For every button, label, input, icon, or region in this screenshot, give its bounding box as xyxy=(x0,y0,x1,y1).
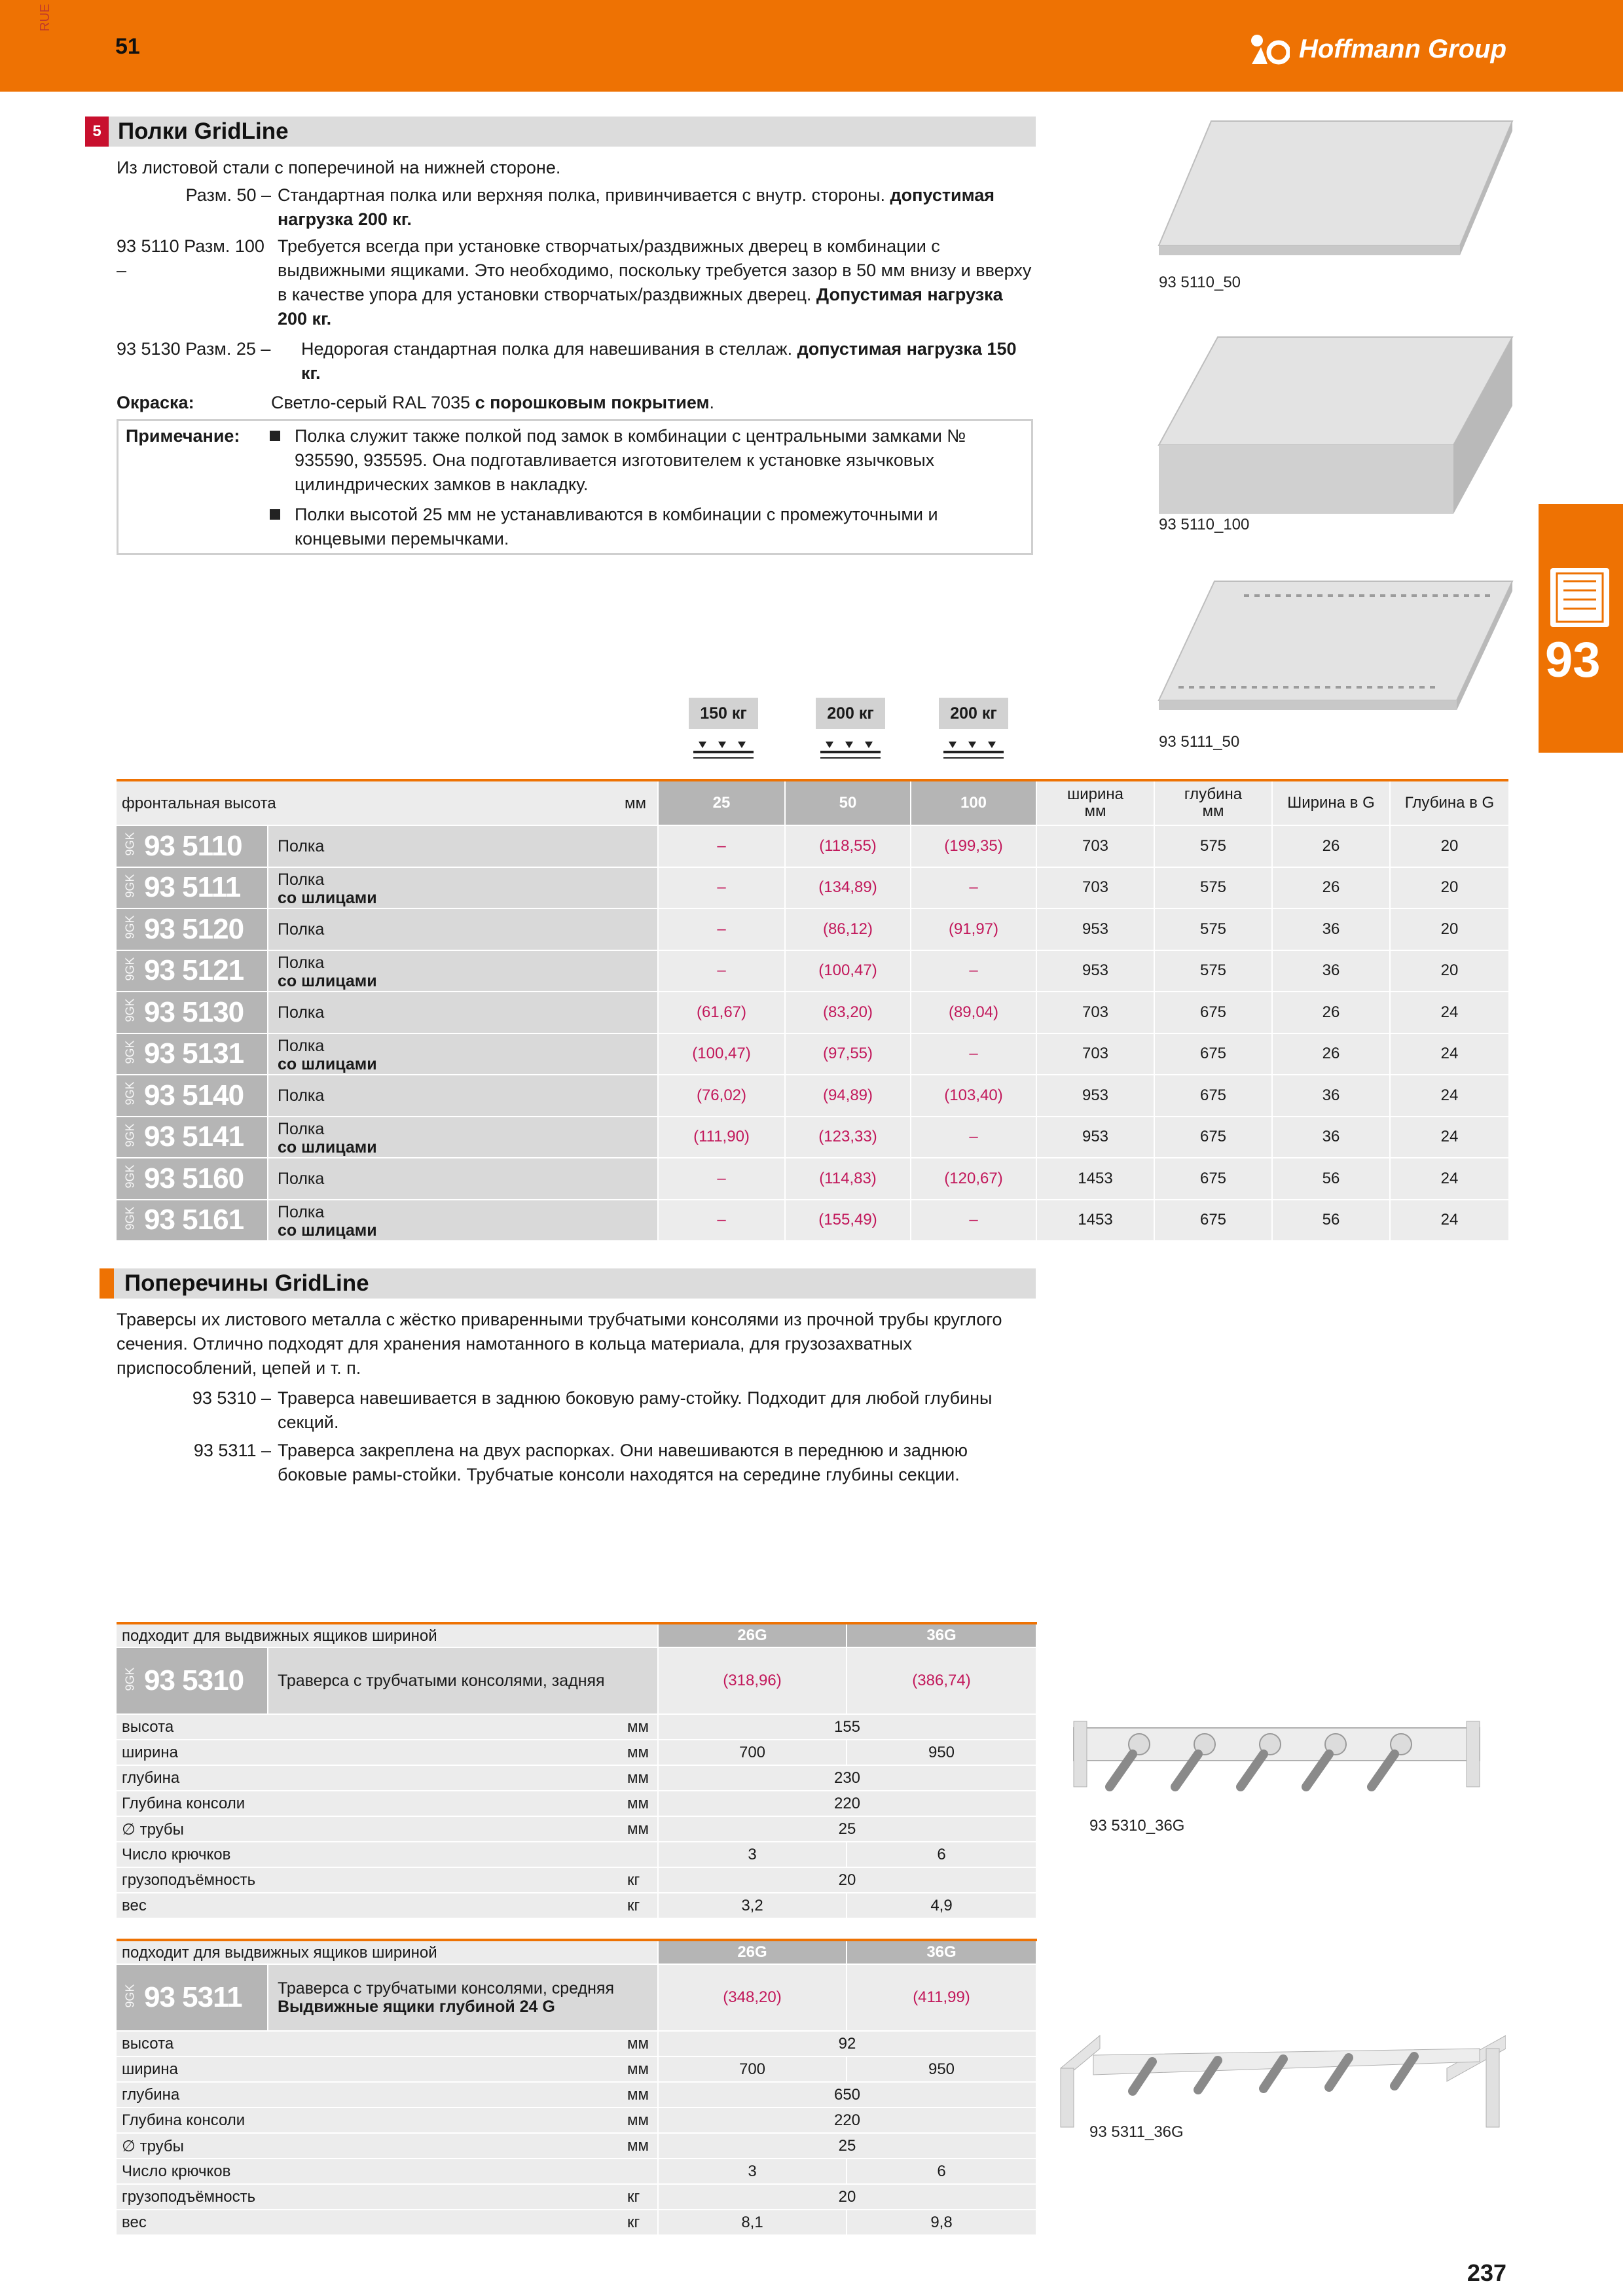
fits-drawer-label: подходит для выдвижных ящиков шириной xyxy=(122,1627,437,1645)
price-cell[interactable]: – xyxy=(911,951,1036,992)
dimension-cell: 675 xyxy=(1155,1075,1271,1116)
item-label: 93 5110 Разм. 100 – xyxy=(117,236,264,280)
row-description xyxy=(278,1037,377,1073)
load-badge xyxy=(689,698,758,770)
item-text: Требуется всегда при установке створчатых/раздвижных дверец в комбинации с выдвижными ящиками. Это необходимо, поскольку требуется зазор в 50 мм внизу и вверху в качестве упора для установки створчатых/раздвижных дверец. xyxy=(278,236,1032,304)
load-icon xyxy=(939,729,1008,770)
spec-value: 3 xyxy=(659,1842,846,1867)
row-description xyxy=(278,1979,654,2016)
spec-label-cell xyxy=(117,2210,657,2234)
spec-value: 6 xyxy=(847,1842,1036,1867)
load-badge xyxy=(939,698,1008,770)
vk-code: 9GK xyxy=(123,832,137,856)
spec-value: 230 xyxy=(659,1766,1036,1790)
paint-label: Окраска: xyxy=(117,393,194,412)
item-label: 93 5311 – xyxy=(193,1441,271,1460)
spec-unit: мм xyxy=(627,2111,649,2129)
spec-label-cell xyxy=(117,2057,657,2081)
description-line: Полка xyxy=(278,1119,325,1138)
description-line: Полка xyxy=(278,870,325,889)
spec-label-cell xyxy=(117,1740,657,1765)
dimension-cell: 24 xyxy=(1391,1075,1508,1116)
vk-code: 9GK xyxy=(123,1983,137,2007)
item-size-25 xyxy=(117,337,1033,386)
desc-cell xyxy=(268,909,657,950)
price-cell[interactable]: (120,67) xyxy=(911,1158,1036,1199)
fits-drawer-label: подходит для выдвижных ящиков шириной xyxy=(122,1944,437,1962)
description-line: Полка xyxy=(278,1086,325,1105)
spec-value: 9,8 xyxy=(847,2210,1036,2234)
vk-code: 9GK xyxy=(123,957,137,981)
image-caption: 93 5110_50 xyxy=(1159,274,1241,291)
col-width: ширина мм xyxy=(1037,781,1154,825)
description-line-bold: со шлицами xyxy=(278,1138,377,1157)
price-cell[interactable]: – xyxy=(659,1158,784,1199)
description-line-bold: со шлицами xyxy=(278,1221,377,1240)
description-line: Полка xyxy=(278,1036,325,1055)
price-cell[interactable]: – xyxy=(659,951,784,992)
description-line: Полка xyxy=(278,1202,325,1221)
spec-value: 3 xyxy=(659,2159,846,2183)
spec-unit: мм xyxy=(627,1769,649,1787)
price-cell[interactable]: – xyxy=(911,1200,1036,1241)
dimension-cell: 1453 xyxy=(1037,1158,1154,1199)
dimension-cell: 703 xyxy=(1037,1034,1154,1075)
traverse-image-rear xyxy=(1054,1715,1506,1820)
row-description xyxy=(278,920,324,939)
price-cell[interactable]: (89,04) xyxy=(911,992,1036,1033)
height-col-50: 50 xyxy=(786,781,910,825)
row-description xyxy=(278,1672,654,1690)
spec-value: 4,9 xyxy=(847,1893,1036,1918)
article-number[interactable] xyxy=(120,1117,244,1158)
article-number[interactable] xyxy=(120,1965,242,2030)
spec-unit: мм xyxy=(627,1820,649,1838)
description-line: Полка xyxy=(278,1003,325,1022)
dimension-cell: 20 xyxy=(1391,826,1508,867)
load-badge-label: 200 кг xyxy=(939,698,1008,729)
spec-name: грузоподъёмность xyxy=(122,2188,256,2206)
description-line: Полка xyxy=(278,1170,325,1188)
spec-value: 700 xyxy=(659,2057,846,2081)
dimension-cell: 56 xyxy=(1273,1158,1389,1199)
description-line-bold: со шлицами xyxy=(278,888,377,907)
image-caption: 93 5111_50 xyxy=(1159,733,1240,751)
price-cell[interactable]: – xyxy=(659,826,784,867)
spec-value: 20 xyxy=(659,2185,1036,2209)
price-cell[interactable]: (123,33) xyxy=(786,1117,910,1158)
price-cell[interactable]: (111,90) xyxy=(659,1117,784,1158)
spec-value: 220 xyxy=(659,2108,1036,2132)
spec-value: 700 xyxy=(659,1740,846,1765)
spec-name: грузоподъёмность xyxy=(122,1871,256,1889)
article-number-text: 93 5130 xyxy=(144,996,244,1028)
row-description xyxy=(278,954,377,990)
item-label: Разм. 50 – xyxy=(185,185,271,205)
shelf-image-50 xyxy=(1152,115,1519,272)
description-line: Полка xyxy=(278,837,325,855)
spec-value: 950 xyxy=(847,2057,1036,2081)
article-number-text: 93 5161 xyxy=(144,1204,244,1236)
item-bold: Допустимая нагрузка 200 кг. xyxy=(278,285,1003,329)
article-number[interactable] xyxy=(120,826,242,867)
article-number[interactable] xyxy=(120,1075,244,1116)
description-line: Траверса с трубчатыми консолями, средняя xyxy=(278,1979,614,1998)
dimension-cell: 703 xyxy=(1037,826,1154,867)
price-cell[interactable]: – xyxy=(659,1200,784,1241)
dimension-cell: 20 xyxy=(1391,909,1508,950)
dimension-cell: 24 xyxy=(1391,1200,1508,1241)
load-badge-label: 150 кг xyxy=(689,698,758,729)
dimension-cell: 24 xyxy=(1391,992,1508,1033)
price-cell[interactable]: (97,55) xyxy=(786,1034,910,1075)
load-badge xyxy=(816,698,885,770)
price-cell[interactable]: (199,35) xyxy=(911,826,1036,867)
dimension-cell: 953 xyxy=(1037,1117,1154,1158)
vk-code: 9GK xyxy=(123,915,137,939)
bullet-icon xyxy=(270,509,280,520)
spec-unit: кг xyxy=(627,1871,640,1889)
spec-value: 8,1 xyxy=(659,2210,846,2234)
spec-value: 20 xyxy=(659,1868,1036,1892)
dimension-cell: 26 xyxy=(1273,826,1389,867)
spec-name: ∅ трубы xyxy=(122,2138,184,2155)
col-width-g: Ширина в G xyxy=(1273,781,1389,825)
dimension-cell: 20 xyxy=(1391,951,1508,992)
dimension-cell: 26 xyxy=(1273,868,1389,908)
spec-value: 6 xyxy=(847,2159,1036,2183)
chapter-tab[interactable] xyxy=(1539,504,1623,753)
description-line-bold: со шлицами xyxy=(278,1054,377,1073)
row-description xyxy=(278,837,324,855)
price-cell[interactable]: (155,49) xyxy=(786,1200,910,1241)
spec-value: 220 xyxy=(659,1791,1036,1816)
image-caption: 93 5310_36G xyxy=(1089,1817,1185,1835)
dimension-cell: 24 xyxy=(1391,1117,1508,1158)
spec-label-cell xyxy=(117,1766,657,1790)
price-cell[interactable]: (91,97) xyxy=(911,909,1036,950)
price-cell[interactable]: (76,02) xyxy=(659,1075,784,1116)
spec-unit: мм xyxy=(627,2035,649,2053)
spec-name: Число крючков xyxy=(122,1846,231,1863)
note-item xyxy=(270,503,1023,551)
section-title: Поперечины GridLine xyxy=(124,1270,369,1296)
spec-unit: кг xyxy=(627,1897,640,1914)
front-height-label: фронтальная высота xyxy=(122,795,276,812)
price-cell[interactable]: – xyxy=(911,868,1036,908)
description-line-bold: Выдвижные ящики глубиной 24 G xyxy=(278,1998,555,2016)
paint-text: Светло-серый RAL 7035 xyxy=(271,393,475,412)
dimension-cell: 26 xyxy=(1273,992,1389,1033)
section2-intro: Траверсы их листового металла с жёстко приваренными трубчатыми консолями из прочной трубы круглого сечения. Отлично подходят для хранения намотанного в кольца материала, для грузозахватных приспособлений, цепей и т. п. xyxy=(117,1310,1002,1378)
price-cell[interactable]: (83,20) xyxy=(786,992,910,1033)
item-text: Траверса закреплена на двух распорках. Они навешиваются в переднюю и заднюю боковые рамы-стойки. Трубчатые консоли находятся на середине глубины секции. xyxy=(278,1441,968,1484)
article-number-text: 93 5140 xyxy=(144,1079,244,1111)
note-label: Примечание: xyxy=(126,426,240,446)
item-text: Стандартная полка или верхняя полка, привинчивается с внутр. стороны. xyxy=(278,185,890,205)
spec-name: ширина xyxy=(122,2060,179,2078)
vk-code: 9GK xyxy=(123,1206,137,1230)
col-36g: 36G xyxy=(847,1624,1036,1647)
dimension-cell: 575 xyxy=(1155,909,1271,950)
dimension-cell: 26 xyxy=(1273,1034,1389,1075)
row-description xyxy=(278,1170,324,1188)
price-cell[interactable]: (411,99) xyxy=(847,1965,1036,2030)
dimension-cell: 675 xyxy=(1155,1200,1271,1241)
col-26g: 26G xyxy=(659,1941,846,1964)
row-description xyxy=(278,1120,377,1157)
article-number[interactable] xyxy=(120,951,244,992)
article-number[interactable] xyxy=(120,1200,244,1241)
spec-value: 3,2 xyxy=(659,1893,846,1918)
col-36g: 36G xyxy=(847,1941,1036,1964)
spec-name: ∅ трубы xyxy=(122,1821,184,1839)
shelf-image-slotted xyxy=(1152,576,1519,740)
article-number-text: 93 5110 xyxy=(144,829,242,862)
rack-icon xyxy=(1550,568,1609,627)
col-depth-g: Глубина в G xyxy=(1391,781,1508,825)
load-icon xyxy=(689,729,758,770)
price-cell[interactable]: – xyxy=(659,868,784,908)
item-label: 93 5310 – xyxy=(192,1388,271,1408)
height-col-100: 100 xyxy=(911,781,1036,825)
article-number[interactable] xyxy=(120,1034,244,1075)
dimension-cell: 56 xyxy=(1273,1200,1389,1241)
load-badge-label: 200 кг xyxy=(816,698,885,729)
dimension-cell: 953 xyxy=(1037,909,1154,950)
spec-name: высота xyxy=(122,1718,174,1736)
item-size-100 xyxy=(117,234,1033,331)
spec-label-cell xyxy=(117,1893,657,1918)
price-cell[interactable]: (318,96) xyxy=(659,1648,846,1713)
spec-value: 92 xyxy=(659,2032,1036,2056)
hoffmann-logo-icon xyxy=(1249,33,1290,65)
dimension-cell: 24 xyxy=(1391,1158,1508,1199)
brand-logo[interactable] xyxy=(1249,33,1506,65)
dimension-cell: 575 xyxy=(1155,868,1271,908)
page-number: 237 xyxy=(1467,2259,1506,2286)
dimension-cell: 1453 xyxy=(1037,1200,1154,1241)
spec-unit: мм xyxy=(627,2086,649,2104)
spec-label-cell xyxy=(117,2134,657,2158)
spec-unit: мм xyxy=(627,1795,649,1812)
article-number-text: 93 5121 xyxy=(144,954,244,987)
top-page-number: 51 xyxy=(115,34,140,59)
dimension-cell: 36 xyxy=(1273,1117,1389,1158)
spec-label-cell xyxy=(117,1715,657,1739)
vk-code: 9GK xyxy=(123,1123,137,1147)
unit-label: мм xyxy=(625,795,646,812)
spec-value: 25 xyxy=(659,1817,1036,1841)
spec-name: вес xyxy=(122,2214,147,2231)
load-icon xyxy=(816,729,885,770)
article-number[interactable] xyxy=(120,868,240,908)
row-description xyxy=(278,870,377,907)
price-cell[interactable]: – xyxy=(911,1034,1036,1075)
section-heading-crossbars xyxy=(100,1268,1036,1299)
spec-name: ширина xyxy=(122,1744,179,1761)
image-caption: 93 5110_100 xyxy=(1159,516,1250,533)
dimension-cell: 36 xyxy=(1273,909,1389,950)
item-text: Траверса навешивается в заднюю боковую раму-стойку. Подходит для любой глубины секций. xyxy=(278,1388,993,1432)
spec-unit: мм xyxy=(627,2060,649,2078)
price-cell[interactable]: (118,55) xyxy=(786,826,910,867)
price-cell[interactable]: – xyxy=(659,909,784,950)
section-title: Полки GridLine xyxy=(118,118,289,144)
paint-bold: с порошковым покрытием xyxy=(475,393,710,412)
note-text: Полка служит также полкой под замок в комбинации с центральными замками № 935590, 935595. Она подготавливается изготовителем к установке язычковых цилиндрических замков в накладку. xyxy=(295,426,966,494)
crossbar-item xyxy=(117,1439,1033,1487)
dimension-cell: 575 xyxy=(1155,951,1271,992)
spec-unit: кг xyxy=(627,2188,640,2206)
spec-value: 950 xyxy=(847,1740,1036,1765)
note-item xyxy=(270,424,1023,497)
brand-name: Hoffmann Group xyxy=(1298,34,1506,63)
bullet-icon xyxy=(270,431,280,441)
vk-code: 9GK xyxy=(123,1081,137,1105)
spec-value: 25 xyxy=(659,2134,1036,2158)
price-cell[interactable]: (94,89) xyxy=(786,1075,910,1116)
price-cell[interactable]: (386,74) xyxy=(847,1648,1036,1713)
vk-code: 9GK xyxy=(123,998,137,1022)
dimension-cell: 36 xyxy=(1273,1075,1389,1116)
item-bold: допустимая нагрузка 150 кг. xyxy=(301,339,1017,383)
price-cell[interactable]: (86,12) xyxy=(786,909,910,950)
description-line: Траверса с трубчатыми консолями, задняя xyxy=(278,1672,605,1690)
price-cell[interactable]: (114,83) xyxy=(786,1158,910,1199)
row-description xyxy=(278,1003,324,1022)
price-cell[interactable]: (103,40) xyxy=(911,1075,1036,1116)
traverse-image-middle xyxy=(1054,2022,1506,2140)
dimension-cell: 675 xyxy=(1155,1117,1271,1158)
spec-value: 155 xyxy=(659,1715,1036,1739)
spec-value: 650 xyxy=(659,2083,1036,2107)
row-description xyxy=(278,1203,377,1240)
side-code: RUE xyxy=(38,3,52,31)
spec-label-cell xyxy=(117,1817,657,1841)
image-caption: 93 5311_36G xyxy=(1089,2123,1184,2141)
item-bold: допустимая нагрузка 200 кг. xyxy=(278,185,995,229)
section-marker xyxy=(100,1268,114,1299)
col-depth: глубина мм xyxy=(1155,781,1271,825)
paint-end: . xyxy=(709,393,715,412)
dimension-cell: 36 xyxy=(1273,951,1389,992)
price-cell[interactable]: (61,67) xyxy=(659,992,784,1033)
article-number-text: 93 5120 xyxy=(144,912,244,945)
article-number-text: 93 5311 xyxy=(144,1981,242,2013)
desc-cell xyxy=(268,1158,657,1199)
article-number[interactable] xyxy=(120,1648,244,1713)
spec-name: Глубина консоли xyxy=(122,1795,246,1812)
section-heading-shelves xyxy=(85,117,1036,147)
spec-name: вес xyxy=(122,1897,147,1914)
dimension-cell: 575 xyxy=(1155,826,1271,867)
spec-unit: кг xyxy=(627,2214,640,2231)
spec-name: глубина xyxy=(122,1769,180,1787)
article-number[interactable] xyxy=(120,1158,244,1199)
price-cell[interactable]: (348,20) xyxy=(659,1965,846,2030)
price-cell[interactable]: (134,89) xyxy=(786,868,910,908)
chapter-number: 93 xyxy=(1545,632,1601,688)
item-label: 93 5130 Разм. 25 – xyxy=(117,339,271,359)
description-line: Полка xyxy=(278,920,325,939)
spec-name: глубина xyxy=(122,2086,180,2104)
spec-label-cell xyxy=(117,2083,657,2107)
article-number-text: 93 5310 xyxy=(144,1664,244,1696)
spec-unit: мм xyxy=(627,2137,649,2155)
article-number-text: 93 5131 xyxy=(144,1037,244,1070)
paint-line xyxy=(117,391,1033,415)
note-text: Полки высотой 25 мм не устанавливаются в комбинации с промежуточными и концевыми перемычками. xyxy=(295,505,938,548)
spec-name: Число крючков xyxy=(122,2162,231,2180)
desc-cell xyxy=(268,992,657,1033)
desc-cell xyxy=(268,1075,657,1116)
article-number[interactable] xyxy=(120,909,244,950)
dimension-cell: 675 xyxy=(1155,1158,1271,1199)
price-cell[interactable]: – xyxy=(911,1117,1036,1158)
article-number[interactable] xyxy=(120,992,244,1033)
vk-code: 9GK xyxy=(123,1164,137,1189)
crossbar-item xyxy=(117,1386,1033,1435)
spec-name: высота xyxy=(122,2035,174,2053)
dimension-cell: 703 xyxy=(1037,868,1154,908)
dimension-cell: 675 xyxy=(1155,992,1271,1033)
article-number-text: 93 5160 xyxy=(144,1162,244,1194)
description-line: Полка xyxy=(278,953,325,972)
desc-cell xyxy=(268,826,657,867)
vk-code: 9GK xyxy=(123,874,137,898)
price-cell[interactable]: (100,47) xyxy=(786,951,910,992)
dimension-cell: 953 xyxy=(1037,951,1154,992)
item-text: Недорогая стандартная полка для навешивания в стеллаж. xyxy=(301,339,797,359)
shelf-image-100 xyxy=(1152,334,1519,530)
vk-code: 9GK xyxy=(123,1040,137,1064)
article-number-text: 93 5141 xyxy=(144,1121,244,1153)
dimension-cell: 703 xyxy=(1037,992,1154,1033)
section-intro: Из листовой стали с поперечиной на нижней стороне. xyxy=(117,158,561,177)
dimension-cell: 953 xyxy=(1037,1075,1154,1116)
dimension-cell: 20 xyxy=(1391,868,1508,908)
section-number: 5 xyxy=(85,117,109,147)
item-size-50 xyxy=(117,183,1033,232)
description-line-bold: со шлицами xyxy=(278,971,377,990)
price-cell[interactable]: (100,47) xyxy=(659,1034,784,1075)
spec-unit: мм xyxy=(627,1744,649,1761)
height-col-25: 25 xyxy=(659,781,784,825)
article-number-text: 93 5111 xyxy=(144,871,241,904)
vk-code: 9GK xyxy=(123,1666,137,1691)
row-description xyxy=(278,1086,324,1105)
col-26g: 26G xyxy=(659,1624,846,1647)
dimension-cell: 675 xyxy=(1155,1034,1271,1075)
spec-label-cell xyxy=(117,2032,657,2056)
spec-unit: мм xyxy=(627,1718,649,1736)
spec-name: Глубина консоли xyxy=(122,2111,246,2129)
dimension-cell: 24 xyxy=(1391,1034,1508,1075)
